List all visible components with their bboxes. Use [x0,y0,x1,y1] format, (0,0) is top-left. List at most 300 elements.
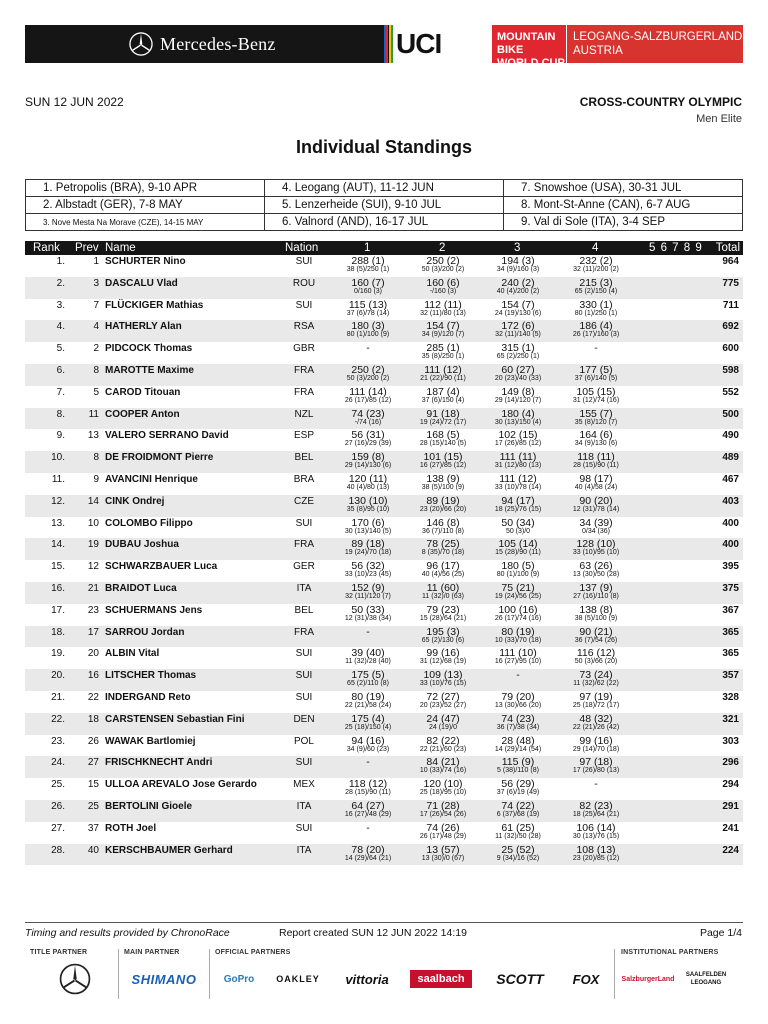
table-row [25,800,743,822]
rank-cell: 11. [51,473,65,485]
round-points-breakdown: 25 (18)/72 (17) [572,701,620,709]
total-points: 489 [722,452,739,464]
main-partner-label: MAIN PARTNER [124,949,180,956]
round-points-breakdown: 65 (2)/110 (8) [347,680,389,688]
total-points: 711 [722,299,739,311]
rider-name: FLÜCKIGER Mathias [105,299,204,311]
round-points: 97 (18) [579,756,613,769]
round-points-breakdown: 17 (26)/54 (26) [419,810,467,818]
round-points: 111 (12) [499,472,537,485]
rank-cell: 16. [51,582,65,594]
round-points: 330 (1) [579,298,613,311]
round-points: 154 (7) [426,320,460,333]
sponsor-name: Mercedes-Benz [160,33,276,54]
rider-name: DASCALU Vlad [105,277,178,289]
round-points: 180 (4) [501,407,535,420]
rider-name: DUBAU Joshua [105,539,179,551]
round-points: 160 (7) [351,276,385,289]
prev-rank-cell: 26 [87,735,99,747]
round-points-breakdown: 14 (29)/64 (21) [344,854,392,862]
round-points: 71 (28) [426,799,460,812]
rider-name: COLOMBO Filippo [105,517,193,529]
round-points: 78 (20) [351,843,385,856]
total-points: 291 [722,800,739,812]
round-points-breakdown: 22 (21)/60 (23) [419,745,467,753]
round-points: 250 (2) [426,255,460,267]
event-cell: 7. Snowshoe (USA), 30-31 JUL [504,180,743,197]
rider-name: FRISCHKNECHT Andri [105,757,213,769]
round-points-breakdown: 10 (33)/74 (16) [419,767,467,775]
round-points: 97 (19) [579,690,613,703]
series-line-1: MOUNTAIN BIKE [497,31,556,56]
round-points-breakdown: 37 (6)/78 (14) [346,309,390,317]
events-row [26,197,743,214]
table-row [25,255,743,277]
round-points-breakdown: 24 (19)/130 (6) [494,309,542,317]
round-points: - [594,342,598,355]
round-points: 80 (19) [501,625,535,638]
fox-logo: FOX [572,971,600,987]
round-points-breakdown: 34 (9)/160 (3) [496,266,540,273]
round-points-breakdown: 29 (14)/120 (7) [494,396,542,404]
col-round-3: 3 [514,242,521,254]
round-points: - [516,669,520,682]
table-row [25,604,743,626]
round-points-breakdown: 65 (2)/150 (4) [574,287,618,295]
rank-cell: 21. [51,691,65,703]
table-row [25,560,743,582]
round-points: 118 (12) [348,778,388,791]
round-points-breakdown: 18 (25)/76 (15) [494,505,542,513]
round-points: - [366,756,370,769]
uci-text: UCI [396,28,442,59]
round-points-breakdown: 19 (24)/72 (17) [419,418,467,426]
round-points-breakdown: 31 (12)/74 (16) [572,396,620,404]
round-points-breakdown: 19 (24)/70 (18) [344,549,392,557]
total-points: 467 [722,473,739,485]
gopro-logo: GoPro [223,973,255,985]
col-prev: Prev [75,242,99,254]
nation-cell: GER [293,561,315,573]
round-points: 240 (2) [501,276,535,289]
round-points-breakdown: 80 (1)/100 (9) [346,331,390,339]
round-points: 138 (9) [426,472,460,485]
round-points-breakdown: -/74 (16) [354,418,382,426]
round-points-breakdown: 37 (6)/150 (4) [421,396,465,404]
round-points-breakdown: 50 (3)/66 (20) [574,658,618,666]
nation-cell: DEN [293,713,315,725]
nation-cell: SUI [295,648,313,660]
round-points-breakdown: 30 (13)/140 (5) [344,527,392,535]
rider-name: SARROU Jordan [105,626,185,638]
prev-rank-cell: 40 [87,844,99,856]
round-points: 152 (9) [351,581,385,594]
page-title: Individual Standings [295,137,472,157]
prev-rank-cell: 16 [87,670,99,682]
rider-name: LITSCHER Thomas [105,670,197,682]
prev-rank-cell: 19 [87,539,99,551]
event-cell: 3. Nove Mesta Na Morave (CZE), 14-15 MAY [26,214,265,231]
round-points-breakdown: 34 (9)/120 (7) [421,331,465,339]
round-points-breakdown: 34 (9)/130 (6) [574,440,618,448]
round-points: 79 (20) [501,690,535,703]
rank-cell: 10. [51,452,65,464]
round-points-breakdown: 35 (8)/95 (10) [346,505,390,513]
rank-cell: 28. [51,844,65,856]
round-points-breakdown: 37 (6)/19 (49) [496,789,540,797]
nation-cell: FRA [294,539,314,551]
total-points: 403 [722,495,739,507]
event-cell: 8. Mont-St-Anne (CAN), 6-7 AUG [504,197,743,214]
rank-cell: 25. [51,779,65,791]
round-points: 74 (23) [351,407,385,420]
table-row [25,713,743,735]
round-points-breakdown: 33 (10)/76 (15) [419,680,467,688]
round-points-breakdown: 15 (28)/90 (11) [495,549,541,557]
total-points: 365 [722,648,739,660]
table-row [25,386,743,408]
prev-rank-cell: 1 [93,256,99,267]
table-row [25,342,743,364]
rank-cell: 22. [51,713,65,725]
table-row [25,320,743,342]
table-row [25,429,743,451]
prev-rank-cell: 12 [87,561,99,573]
nation-cell: FRA [294,364,314,376]
table-row [25,844,743,866]
round-points: 82 (22) [426,734,460,747]
round-points: 111 (12) [424,363,462,376]
rank-cell: 27. [51,822,65,834]
round-points-breakdown: 50 (3)/0 [505,527,531,535]
round-points-breakdown: 33 (10)/78 (14) [494,483,542,491]
total-points: 500 [722,408,739,420]
round-points-breakdown: 17 (26)/80 (13) [572,767,620,775]
round-points: 89 (19) [426,494,460,507]
round-points: 177 (5) [579,363,613,376]
round-points: 73 (24) [579,669,613,682]
round-points: 120 (11) [348,472,388,485]
rank-cell: 4. [56,321,65,333]
rider-name: COOPER Anton [105,408,180,420]
prev-rank-cell: 2 [93,343,99,355]
round-points: 175 (4) [351,712,385,725]
round-points: 101 (15) [423,451,463,464]
round-points-breakdown: 40 (4)/80 (13) [346,483,390,491]
round-points-breakdown: 22 (21)/58 (24) [344,701,392,709]
round-points-breakdown: 35 (8)/250 (1) [421,353,465,361]
round-points: 61 (25) [501,821,535,834]
rider-name: AVANCINI Henrique [105,473,198,485]
col-round-4: 4 [592,242,599,254]
round-points: 74 (23) [501,712,535,725]
round-points-breakdown: 26 (17)/160 (3) [572,331,620,339]
table-row [25,735,743,757]
prev-rank-cell: 22 [87,691,99,703]
salzburgerland-logo: SalzburgerLand [621,975,675,983]
nation-cell: SUI [295,256,313,267]
saalfelden-leogang-logo: SAALFELDEN LEOGANG [685,972,727,986]
round-points-breakdown: 33 (10)/23 (45) [344,571,392,579]
rider-name: SCHWARZBAUER Luca [105,561,218,573]
round-points: 56 (31) [351,429,385,442]
round-points-breakdown: 65 (2)/250 (1) [496,353,540,361]
round-points: 149 (8) [501,385,535,398]
prev-rank-cell: 18 [87,713,99,725]
round-points: 120 (10) [423,778,463,791]
col-future-rounds: 5 6 7 8 9 [649,242,702,254]
round-points-breakdown: 5 (38)/110 (8) [497,767,539,775]
round-points-breakdown: 31 (12)/80 (13) [494,462,542,470]
footer-divider [25,922,743,923]
round-points: 175 (5) [351,669,385,682]
round-points: 80 (19) [351,690,385,703]
table-row [25,299,743,321]
round-points: 109 (13) [423,669,463,682]
round-points: 288 (1) [351,255,385,267]
nation-cell: NZL [294,408,314,420]
round-points-breakdown: 80 (1)/100 (9) [496,571,540,579]
standings-header [25,241,743,255]
total-points: 328 [722,691,739,703]
rank-cell: 6. [56,364,65,376]
round-points: 48 (32) [579,712,613,725]
round-points-breakdown: 30 (13)/150 (4) [494,418,542,426]
prev-rank-cell: 25 [87,800,99,812]
round-points-breakdown: 16 (27)/95 (10) [494,658,542,666]
total-points: 294 [722,779,739,791]
scott-logo: SCOTT [496,971,544,987]
round-points: 232 (2) [579,255,613,267]
prev-rank-cell: 14 [87,495,99,507]
round-points-breakdown: 27 (16)/110 (8) [573,592,619,600]
round-points-breakdown: 33 (10)/95 (10) [572,549,620,557]
rider-name: ALBIN Vital [105,648,160,660]
nation-cell: SUI [295,822,313,834]
round-points-breakdown: 24 (19)/0 [428,723,458,731]
nation-cell: FRA [294,626,314,638]
round-points: 155 (7) [579,407,613,420]
round-points-breakdown: 25 (18)/150 (4) [344,723,392,731]
nation-cell: SUI [295,670,313,682]
round-points-breakdown: 28 (15)/90 (11) [345,789,391,797]
round-points: 154 (7) [501,298,535,311]
nation-cell: BEL [294,452,314,464]
event-cell: 2. Albstadt (GER), 7-8 MAY [26,197,265,214]
table-row [25,451,743,473]
round-points: 94 (16) [351,734,385,747]
round-points: 130 (10) [348,494,388,507]
standings-body [25,255,743,865]
round-points-breakdown: 40 (4)/58 (24) [574,483,618,491]
round-points: 91 (18) [426,407,460,420]
round-points: 215 (3) [579,276,613,289]
rider-name: HATHERLY Alan [105,321,182,333]
round-points: 108 (13) [576,843,616,856]
round-points: 105 (15) [576,385,616,398]
round-points-breakdown: 38 (5)/100 (9) [421,483,465,491]
nation-cell: SUI [295,299,313,311]
round-points-breakdown: 20 (23)/40 (33) [494,374,542,382]
rider-name: WAWAK Bartlomiej [105,735,196,747]
round-points-breakdown: 18 (25)/64 (21) [572,810,620,818]
table-row [25,517,743,539]
nation-cell: ITA [296,582,312,594]
round-points: - [594,778,598,791]
rider-name: CARSTENSEN Sebastian Fini [105,713,245,725]
total-points: 552 [722,386,739,398]
events-row [26,214,743,231]
prev-rank-cell: 37 [87,822,99,834]
rider-name: SCHUERMANS Jens [105,604,203,616]
rider-name: KERSCHBAUMER Gerhard [105,844,233,856]
round-points: 28 (48) [501,734,535,747]
prev-rank-cell: 3 [93,277,99,289]
title-partner-label: TITLE PARTNER [30,949,88,956]
nation-cell: POL [293,735,314,747]
prev-rank-cell: 11 [88,408,99,420]
table-row [25,364,743,386]
round-points: 159 (8) [351,451,385,464]
prev-rank-cell: 7 [93,299,99,311]
round-points-breakdown: 32 (11)/120 (7) [345,592,391,600]
total-points: 400 [722,539,739,551]
rank-cell: 8. [56,408,65,420]
round-points: 60 (27) [501,363,535,376]
col-name: Name [105,242,136,254]
rider-name: BRAIDOT Luca [105,582,177,594]
prev-rank-cell: 8 [93,452,99,464]
venue-badge [566,25,743,63]
round-points: 195 (3) [426,625,460,638]
round-points: 115 (13) [348,298,388,311]
round-points: 56 (29) [501,778,535,791]
rank-cell: 17. [51,604,65,616]
nation-cell: GBR [293,343,315,355]
round-points-breakdown: 80 (1)/250 (1) [574,309,618,317]
total-points: 241 [722,822,739,834]
nation-cell: ESP [293,430,314,442]
round-points: - [366,342,370,355]
round-points-breakdown: 32 (11)/200 (2) [573,266,619,273]
round-points: 84 (21) [426,756,460,769]
rank-cell: 20. [51,670,65,682]
timing-credit: Timing and results provided by ChronoRace [25,927,230,939]
rank-cell: 7. [56,386,65,398]
sponsor-logo [128,30,276,58]
table-row [25,277,743,299]
round-points: 64 (27) [351,799,385,812]
rank-cell: 18. [51,626,65,638]
total-points: 321 [722,713,739,725]
total-points: 303 [722,735,739,747]
round-points: 50 (33) [351,603,385,616]
prev-rank-cell: 15 [87,779,99,791]
nation-cell: MEX [293,779,315,791]
round-points-breakdown: 30 (13)/76 (15) [572,832,620,840]
round-points: 180 (3) [351,320,385,333]
round-points-breakdown: 28 (15)/90 (11) [573,462,619,470]
total-points: 365 [722,626,739,638]
nation-cell: BEL [294,604,314,616]
total-points: 357 [722,670,739,682]
mercedes-star-icon [128,31,154,57]
prev-rank-cell: 23 [87,604,99,616]
race-discipline: CROSS-COUNTRY OLYMPIC [579,95,742,109]
round-points: 285 (1) [426,342,460,355]
partner-divider [614,949,615,999]
round-points-breakdown: 50 (3)/200 (2) [346,374,390,382]
round-points: 98 (17) [579,472,613,485]
events-table [25,179,743,231]
round-points-breakdown: 32 (11)/140 (5) [495,331,541,339]
total-points: 692 [722,321,739,333]
total-points: 395 [722,561,739,573]
round-points: 63 (26) [579,560,613,573]
round-points: 74 (26) [426,821,460,834]
rank-cell: 12. [51,495,65,507]
mercedes-star-icon [58,962,92,996]
rider-name: SCHURTER Nino [105,256,186,267]
round-points-breakdown: 13 (30)/0 (67) [421,854,465,862]
round-points-breakdown: 29 (14)/70 (18) [572,745,620,753]
rider-name: CINK Ondrej [105,495,165,507]
round-points-breakdown: 38 (5)/100 (9) [574,614,618,622]
uci-rainbow-stripes [384,25,393,63]
round-points-breakdown: 29 (14)/130 (6) [344,462,392,470]
prev-rank-cell: 5 [93,386,99,398]
report-created: Report created SUN 12 JUN 2022 14:19 [279,927,467,939]
round-points: 164 (6) [579,429,613,442]
rank-cell: 19. [51,648,65,660]
total-points: 296 [722,757,739,769]
round-points-breakdown: 11 (32)/62 (22) [573,680,619,688]
rank-cell: 13. [51,517,65,529]
rank-cell: 2. [56,277,65,289]
nation-cell: SUI [295,757,313,769]
round-points-breakdown: 31 (12)/68 (19) [419,658,467,666]
event-cell: 4. Leogang (AUT), 11-12 JUN [265,180,504,197]
total-points: 224 [722,844,739,856]
round-points: 172 (6) [501,320,535,333]
round-points-breakdown: 50 (3)/200 (2) [421,266,465,273]
round-points-breakdown: 23 (20)/85 (12) [572,854,620,862]
table-row [25,691,743,713]
round-points-breakdown: 38 (5)/250 (1) [346,266,390,273]
round-points-breakdown: 16 (27)/48 (29) [344,810,392,818]
rank-cell: 9. [56,430,65,442]
round-points: 111 (10) [499,647,537,660]
rider-name: ULLOA AREVALO Jose Gerardo [105,779,257,791]
rank-cell: 3. [56,299,65,311]
prev-rank-cell: 21 [87,582,99,594]
round-points: 39 (40) [351,647,385,660]
uci-stripe [391,25,393,63]
total-points: 775 [722,277,739,289]
table-row [25,669,743,691]
round-points-breakdown: 40 (4)/200 (2) [496,287,540,295]
rider-name: INDERGAND Reto [105,691,191,703]
round-points: 96 (17) [426,560,460,573]
rider-name: VALERO SERRANO David [105,430,229,442]
round-points: 146 (8) [426,516,460,529]
events-row [26,180,743,197]
total-points: 375 [722,582,739,594]
venue-line-2: AUSTRIA [573,45,623,57]
round-points-breakdown: 22 (21)/26 (42) [572,723,620,731]
round-points: 89 (18) [351,538,385,551]
oakley-logo: OAKLEY [276,974,320,984]
